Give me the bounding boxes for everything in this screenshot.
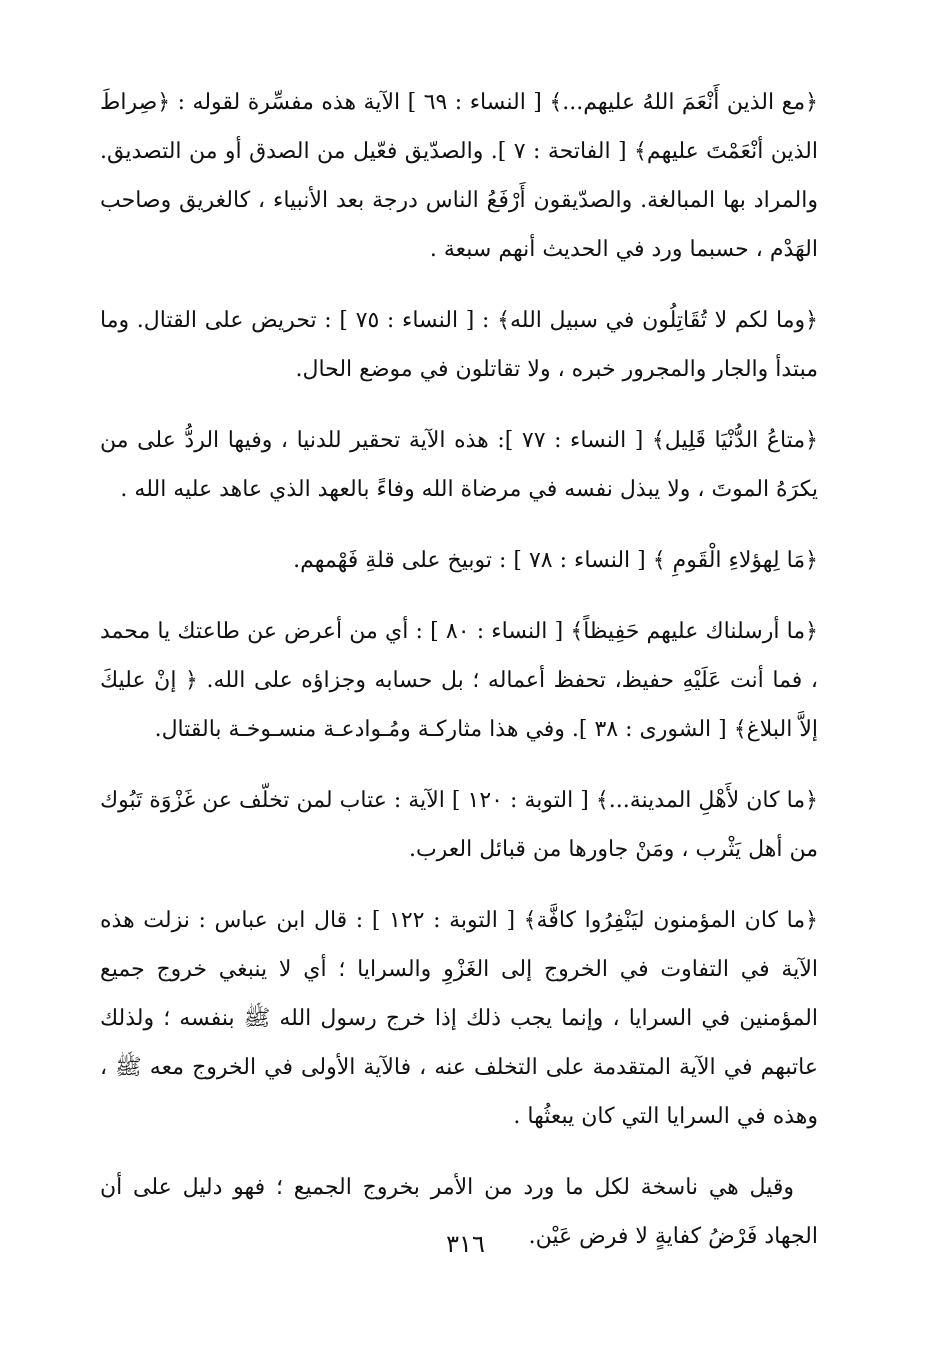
paragraph-incitement-to-fight: ﴿وما لكم لا تُقَاتِلُون في سبيل الله﴾ : [ النساء : ٧٥ ] : تحريض على القتال. وما مبتدأ والجار والمجرور خبره ، ولا تقاتلون في موضع الحال. xyxy=(100,308,818,382)
page-number: ٣١٦ xyxy=(446,1230,485,1258)
paragraph-abrogation-note: وقيل هي ناسخة لكل ما ورد من الأمر بخروج الجميع ؛ فهو دليل على أن الجهاد فَرْضُ كفايةٍ لا فرض عَيْن. xyxy=(100,1175,818,1249)
page-body xyxy=(100,78,818,1283)
paragraph-people-of-madinah: ﴿ما كان لأَهْلِ المدينة...﴾ [ التوبة : ١٢٠ ] الآية : عتاب لمن تخلّف عن غَزْوَة تَبُوك من أهل يَثْرب ، ومَنْ جاورها من قبائل العرب. xyxy=(100,788,819,862)
paragraph-enjoyment-of-world: ﴿متاعُ الدُّنْيَا قَلِيل﴾ [ النساء : ٧٧ ]: هذه الآية تحقير للدنيا ، وفيها الردُّ على من يكرَهُ الموتَ ، ولا يبذل نفسه في مرضاة الله وفاءً بالعهد الذي عاهد عليه الله . xyxy=(100,428,818,502)
paragraph-not-sent-as-guardian: ﴿ما أرسلناك عليهم حَفِيظاً﴾ [ النساء : ٨٠ ] : أي من أعرض عن طاعتك يا محمد ، فما أنت عَلَيْهِ حفيظ، تحفظ أعماله ؛ بل حسابه وجزاؤه على الله. ﴿ إنْ عليكَ إلاَّ البلاغ﴾ [ الشورى : ٣٨ ]. وفي هذا مثاركـة ومُـوادعـة منسـوخـة بالقتال. xyxy=(100,619,818,742)
paragraph-these-people: ﴿مَا لِهؤلاءِ الْقَومِ ﴾ [ النساء : ٧٨ ] : توبيخ على قلةِ فَهْمهم. xyxy=(293,548,818,573)
paragraph-companions-of-the-blessed: ﴿مع الذين أَنْعَمَ اللهُ عليهم...﴾ [ النساء : ٦٩ ] الآية هذه مفسِّرة لقوله : ﴿صِراطَ الذين أنْعَمْتَ عليهم﴾ [ الفاتحة : ٧ ]. والصدّيق فعّيل من الصدق أو من التصديق. والمراد بها المبالغة. والصدّيقون أَرْفَعُ الناس درجة بعد الأنبياء ، كالغريق وصاحب الهَدْم ، حسبما ورد في الحديث أنهم سبعة . xyxy=(100,90,818,262)
paragraph-believers-going-forth: ﴿ما كان المؤمنون ليَنْفِرُوا كافَّة﴾ [ التوبة : ١٢٢ ] : قال ابن عباس : نزلت هذه الآية في التفاوت في الخروج إلى الغَزْوِ والسرايا ؛ أي لا ينبغي خروج جميع المؤمنين في السرايا ، وإنما يجب ذلك إذا خرج رسول الله ﷺ بنفسه ؛ ولذلك عاتبهم في الآية المتقدمة على التخلف عنه ، فالآية الأولى في الخروج معه ﷺ ، وهذه في السرايا التي كان يبعثُها . xyxy=(100,908,819,1129)
